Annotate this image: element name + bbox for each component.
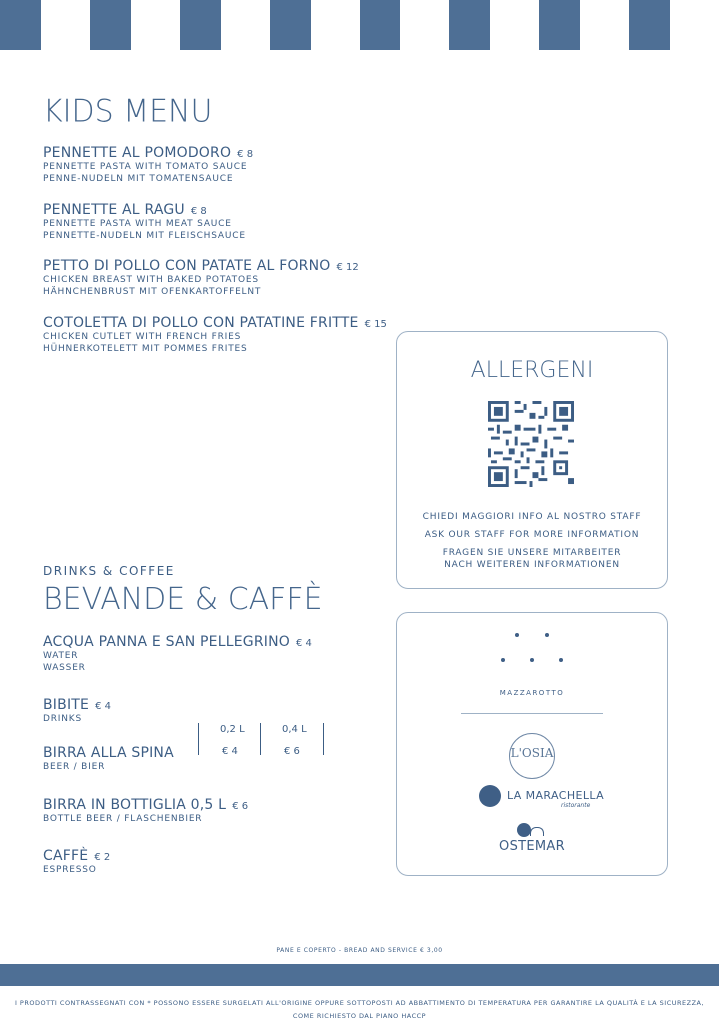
item-desc-en: CHICKEN CUTLET WITH FRENCH FRIES	[43, 332, 242, 342]
item-desc-en: CHICKEN BREAST WITH BAKED POTATOES	[43, 275, 259, 285]
drinks-title: BEVANDE & CAFFÈ	[43, 582, 323, 617]
beer-size-divider	[260, 723, 261, 755]
logo-dot	[559, 658, 563, 662]
beer-size-price: € 4	[222, 746, 238, 757]
item-desc: DRINKS	[43, 714, 82, 724]
allergen-info-de-2: NACH WEITEREN INFORMATIONEN	[444, 560, 620, 570]
ostemar-icon	[517, 823, 531, 837]
drinks-subtitle: DRINKS & COFFEE	[43, 564, 175, 578]
allergen-info-en: ASK OUR STAFF FOR MORE INFORMATION	[424, 530, 640, 540]
item-name: BIRRA ALLA SPINA	[43, 745, 174, 761]
haccp-note-line-2: COME RICHIESTO DAL PIANO HACCP	[292, 1012, 427, 1020]
item-desc-de: HÜHNERKOTELETT MIT POMMES FRITES	[43, 344, 248, 354]
marachella-face-icon	[479, 785, 501, 807]
beer-size: 0,4 L	[282, 724, 307, 735]
allergen-card	[396, 331, 668, 589]
logo-dot	[515, 633, 519, 637]
drink-item	[43, 694, 111, 725]
item-price: € 4	[95, 701, 111, 712]
item-desc: WASSER	[43, 663, 86, 673]
logo-dot	[530, 658, 534, 662]
drink-item	[43, 742, 174, 773]
marachella-subtitle: ristorante	[561, 802, 591, 809]
kids-item	[43, 199, 246, 242]
item-name: PENNETTE AL RAGU	[43, 202, 185, 218]
stripe	[270, 0, 311, 50]
kids-item	[43, 312, 387, 355]
stripe	[90, 0, 131, 50]
allergen-info-de-1: FRAGEN SIE UNSERE MITARBEITER	[442, 548, 622, 558]
stripe	[360, 0, 401, 50]
logo-dot	[501, 658, 505, 662]
item-price: € 8	[237, 149, 254, 160]
item-name: PENNETTE AL POMODORO	[43, 145, 232, 161]
item-price: € 12	[336, 262, 359, 273]
qr-code-icon[interactable]	[488, 401, 574, 487]
item-price: € 15	[364, 319, 387, 330]
haccp-note-line-1: I PRODOTTI CONTRASSEGNATI CON * POSSONO ESSERE SURGELATI ALL'ORIGINE OPPURE SOTTOPOSTI AD ABBATTIMENTO DI TEMPERATURA PER GARANTIRE LA QUALITÀ E LA SICUREZZA,	[14, 999, 705, 1007]
item-name: PETTO DI POLLO CON PATATE AL FORNO	[43, 258, 331, 274]
stripe	[629, 0, 670, 50]
item-name: COTOLETTA DI POLLO CON PATATINE FRITTE	[43, 315, 359, 331]
stripe	[449, 0, 490, 50]
allergen-title: ALLERGENI	[470, 358, 594, 383]
item-desc-en: PENNETTE PASTA WITH MEAT SAUCE	[43, 219, 232, 229]
beer-size: 0,2 L	[220, 724, 245, 735]
item-desc-de: PENNE-NUDELN MIT TOMATENSAUCE	[43, 174, 234, 184]
item-desc: BOTTLE BEER / FLASCHENBIER	[43, 814, 203, 824]
ostemar-logo: OSTEMAR	[499, 839, 565, 854]
item-desc-en: PENNETTE PASTA WITH TOMATO SAUCE	[43, 162, 248, 172]
kids-item	[43, 255, 359, 298]
osia-logo-text: L'OSIA	[510, 746, 554, 760]
item-name: BIRRA IN BOTTIGLIA 0,5 L	[43, 797, 227, 813]
osia-logo	[509, 733, 555, 779]
footer-bar	[0, 964, 719, 986]
top-stripe-border	[0, 0, 719, 50]
drink-item	[43, 631, 312, 674]
marachella-logo: LA MARACHELLA	[507, 789, 605, 802]
item-desc: BEER / BIER	[43, 762, 106, 772]
item-name: CAFFÈ	[43, 848, 89, 864]
item-price: € 4	[295, 638, 312, 649]
item-desc: WATER	[43, 651, 79, 661]
item-desc-de: HÄHNCHENBRUST MIT OFENKARTOFFELNT	[43, 287, 262, 297]
item-name: ACQUA PANNA E SAN PELLEGRINO	[43, 634, 290, 650]
item-desc-de: PENNETTE-NUDELN MIT FLEISCHSAUCE	[43, 231, 246, 241]
kids-item	[43, 142, 253, 185]
drink-item	[43, 845, 110, 876]
item-price: € 8	[190, 206, 207, 217]
item-desc: ESPRESSO	[43, 865, 97, 875]
beer-size-price: € 6	[284, 746, 300, 757]
drink-item	[43, 794, 248, 825]
stripe	[0, 0, 41, 50]
ostemar-wave-icon	[530, 827, 544, 836]
item-price: € 2	[94, 852, 111, 863]
stripe	[180, 0, 221, 50]
item-name: BIBITE	[43, 697, 90, 713]
stripe	[539, 0, 580, 50]
item-price: € 6	[232, 801, 249, 812]
logo-dot	[545, 633, 549, 637]
divider	[461, 713, 603, 714]
restaurant-logos-card	[396, 612, 668, 876]
mazzarotto-logo: MAZZAROTTO	[499, 689, 565, 697]
beer-size-divider	[198, 723, 199, 755]
allergen-info-it: CHIEDI MAGGIORI INFO AL NOSTRO STAFF	[422, 512, 642, 522]
bread-service-note: PANE E COPERTO - BREAD AND SERVICE € 3,00	[276, 947, 443, 954]
kids-menu-title: KIDS MENU	[43, 93, 213, 130]
haccp-note	[0, 997, 719, 1023]
beer-size-divider	[323, 723, 324, 755]
